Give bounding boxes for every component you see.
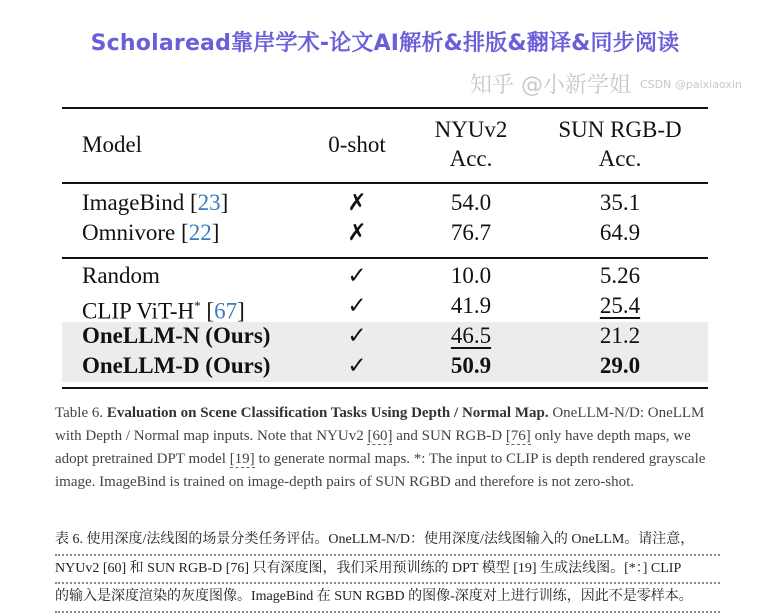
citation-link[interactable]: [19] bbox=[229, 451, 255, 467]
model-name: Omnivore bbox=[82, 220, 176, 245]
check-icon: ✓ bbox=[347, 293, 367, 318]
header-sun-acc: Acc. bbox=[598, 146, 642, 171]
sun-value: 35.1 bbox=[599, 190, 641, 215]
asterisk: * bbox=[194, 298, 201, 313]
table-row-model: CLIP ViT-H* [67] bbox=[82, 298, 245, 324]
table-row-model: Random bbox=[82, 263, 160, 288]
caption-text: OneLLM-N/D: OneLLM with Depth / Normal map inputs. Note that NYUv2 bbox=[55, 405, 705, 444]
caption-text: to generate normal maps. *: The input to CLIP is depth rendered grayscale image. ImageBind is trained on image-depth pairs of SUN RGBD and therefore is not zero-shot. bbox=[55, 451, 706, 490]
citation-link[interactable]: [76] bbox=[505, 428, 531, 444]
caption-text: only have depth maps, we adopt pretrained DPT model bbox=[55, 428, 691, 467]
header-rule bbox=[62, 182, 708, 184]
citation-link[interactable]: 67 bbox=[214, 298, 238, 324]
header-sun: SUN RGB-D bbox=[558, 117, 682, 142]
header-model: Model bbox=[82, 132, 143, 157]
caption-text: and SUN RGB-D bbox=[392, 428, 506, 444]
bottom-rule bbox=[62, 387, 708, 389]
table-row-model: ImageBind [23] bbox=[82, 190, 229, 215]
translation-line: 表 6. 使用深度/法线图的场景分类任务评估。OneLLM-N/D：使用深度/法线图输入的 OneLLM。请注意， bbox=[55, 527, 720, 556]
citation-link[interactable]: [60] bbox=[367, 428, 393, 444]
group-rule bbox=[62, 257, 708, 259]
nyu-value bbox=[421, 321, 521, 351]
model-name: CLIP ViT-H bbox=[82, 298, 195, 324]
second-best-value: 46.5 bbox=[450, 323, 492, 348]
nyu-value: 10.0 bbox=[450, 263, 492, 288]
zhihu-watermark: 知乎 @小新学姐 bbox=[470, 73, 631, 98]
table-row-model: Omnivore [22] bbox=[82, 220, 220, 245]
citation-link[interactable]: 22 bbox=[188, 220, 212, 245]
table-row-model: OneLLM-D (Ours) bbox=[82, 353, 271, 378]
chinese-translation bbox=[55, 527, 720, 613]
table-caption bbox=[55, 402, 715, 494]
sun-value: 64.9 bbox=[599, 220, 641, 245]
sun-value bbox=[545, 291, 695, 321]
header-nyu-acc: Acc. bbox=[449, 146, 493, 171]
nyu-value: 50.9 bbox=[450, 353, 492, 378]
sun-value: 5.26 bbox=[599, 263, 641, 288]
nyu-value: 41.9 bbox=[450, 293, 492, 318]
header-zeroshot: 0-shot bbox=[328, 132, 386, 157]
header-nyu: NYUv2 bbox=[434, 117, 508, 142]
caption-title: Evaluation on Scene Classification Tasks Using Depth / Normal Map. bbox=[106, 405, 549, 421]
sun-value: 29.0 bbox=[599, 353, 641, 378]
nyu-value: 54.0 bbox=[450, 190, 492, 215]
top-rule bbox=[62, 107, 708, 109]
check-icon: ✓ bbox=[347, 323, 367, 348]
scholaread-banner: Scholaread靠岸学术-论文AI解析&排版&翻译&同步阅读 bbox=[90, 31, 680, 56]
caption-label: Table 6. bbox=[55, 405, 104, 421]
csdn-watermark: CSDN @paixiaoxin bbox=[640, 78, 742, 91]
sun-value: 21.2 bbox=[599, 323, 641, 348]
check-icon: ✓ bbox=[347, 353, 367, 378]
translation-line: NYUv2 [60] 和 SUN RGB-D [76] 只有深度图，我们采用预训练的 DPT 模型 [19] 生成法线图。[*：] CLIP bbox=[55, 556, 720, 585]
cross-icon: ✗ bbox=[347, 220, 367, 245]
cross-icon: ✗ bbox=[347, 190, 367, 215]
citation-link[interactable]: 23 bbox=[197, 190, 221, 215]
check-icon: ✓ bbox=[347, 263, 367, 288]
nyu-value: 76.7 bbox=[450, 220, 492, 245]
translation-line: 的输入是深度渲染的灰度图像。ImageBind 在 SUN RGBD 的图像-深度对上进行训练，因此不是零样本。 bbox=[55, 584, 720, 613]
table-row-model: OneLLM-N (Ours) bbox=[82, 323, 271, 348]
model-name: ImageBind bbox=[82, 190, 185, 215]
second-best-value: 25.4 bbox=[599, 293, 641, 318]
